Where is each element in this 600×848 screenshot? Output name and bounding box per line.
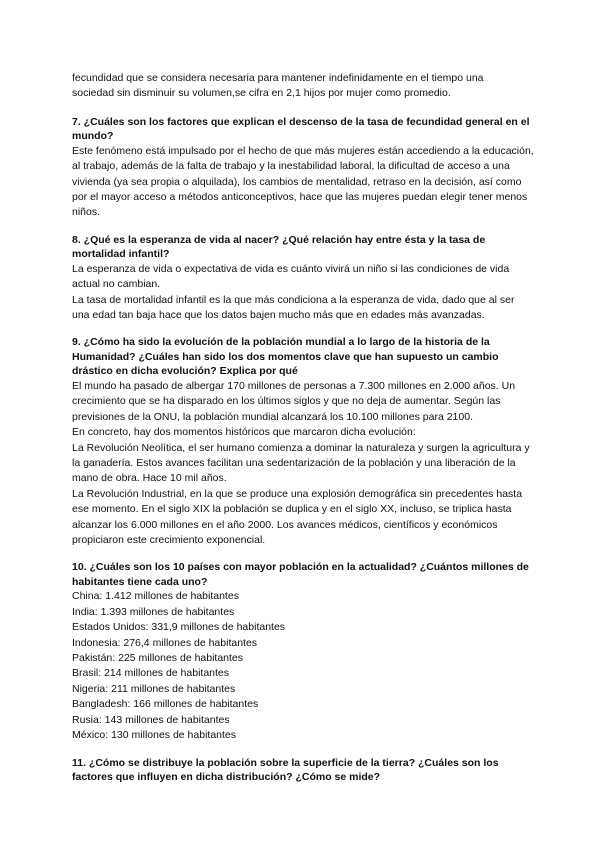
question-9-heading: 9. ¿Cómo ha sido la evolución de la población mundial a lo largo de la historia de la Humanidad? ¿Cuáles han sido los dos momentos clave que han supuesto un cambio drástico en dicha evolución? Explica por qué <box>72 336 499 378</box>
list-item: China: 1.412 millones de habitantes <box>72 590 239 603</box>
question-8-answer-paragraph: La tasa de mortalidad infantil es la que más condiciona a la esperanza de vida, dado que al ser una edad tan baja hace que los datos bajen mucho más que en edades más avanzadas. <box>72 293 515 322</box>
intro-line: sociedad sin disminuir su volumen,se cifra en 2,1 hijos por mujer como promedio. <box>72 87 451 100</box>
list-item: Bangladesh: 166 millones de habitantes <box>72 698 259 711</box>
list-item: Nigeria: 211 millones de habitantes <box>72 682 236 695</box>
list-item: Estados Unidos: 331,9 millones de habitantes <box>72 621 286 634</box>
question-11-heading: 11. ¿Cómo se distribuye la población sobre la superficie de la tierra? ¿Cuáles son los factores que influyen en dicha distribución? ¿Cómo se mide? <box>72 756 499 783</box>
question-9-answer-paragraph: El mundo ha pasado de albergar 170 millones de personas a 7.300 millones en 2.000 años. Un crecimiento que se ha disparado en los últimos siglos y que no deja de aumentar. Según las previsiones de la ONU, la población mundial alcanzará los 10.100 millones para 2100. <box>72 379 516 423</box>
list-item: India: 1.393 millones de habitantes <box>72 605 235 618</box>
document-page <box>72 71 534 785</box>
question-8-heading: 8. ¿Qué es la esperanza de vida al nacer? ¿Qué relación hay entre ésta y la tasa de mortalidad infantil? <box>72 233 486 261</box>
question-7-heading: 7. ¿Cuáles son los factores que explican el descenso de la tasa de fecundidad general en el mundo? <box>72 115 530 143</box>
question-7-answer: Este fenómeno está impulsado por el hecho de que más mujeres están accediendo a la educación, al trabajo, además de la falta de trabajo y la inestabilidad laboral, la dificultad de acceso a una vivienda (ya sea propia o alquilada), los cambios de mentalidad, retraso en la decisión, así como por el mayor acceso a métodos anticonceptivos, hace que las mujeres puedan elegir tener menos niños. <box>72 144 534 219</box>
question-8-answer-paragraph: La esperanza de vida o expectativa de vida es cuánto vivirá un niño si las condiciones de vida actual no cambian. <box>72 262 510 291</box>
country-population-list <box>72 589 534 743</box>
question-10-heading: 10. ¿Cuáles son los 10 países con mayor población en la actualidad? ¿Cuántos millones de habitantes tiene cada uno? <box>72 561 529 588</box>
question-9-answer-paragraph: La Revolución Neolítica, el ser humano comienza a dominar la naturaleza y surgen la agricultura y la ganadería. Estos avances facilitan una sedentarización de la población y una liberación de la mano de obra. Hace 10 mil años. <box>72 441 530 485</box>
question-9-answer-paragraph: En concreto, hay dos momentos históricos que marcaron dicha evolución: <box>72 426 416 439</box>
list-item: Rusia: 143 millones de habitantes <box>72 713 230 726</box>
list-item: México: 130 millones de habitantes <box>72 729 237 742</box>
intro-line: fecundidad que se considera necesaria para mantener indefinidamente en el tiempo una <box>72 72 484 84</box>
list-item: Brasil: 214 millones de habitantes <box>72 667 230 680</box>
list-item: Pakistán: 225 millones de habitantes <box>72 652 244 665</box>
intro-paragraph <box>72 71 534 102</box>
question-9-answer-paragraph: La Revolución Industrial, en la que se produce una explosión demográfica sin precedentes hasta ese momento. En el siglo XIX la población se duplica y en el siglo XX, incluso, se triplica hasta alcanzar los 6.000 millones en el año 2000. Los avances médicos, científicos y económicos propiciaron este crecimiento exponencial. <box>72 487 523 547</box>
list-item: Indonesia: 276,4 millones de habitantes <box>72 636 258 649</box>
